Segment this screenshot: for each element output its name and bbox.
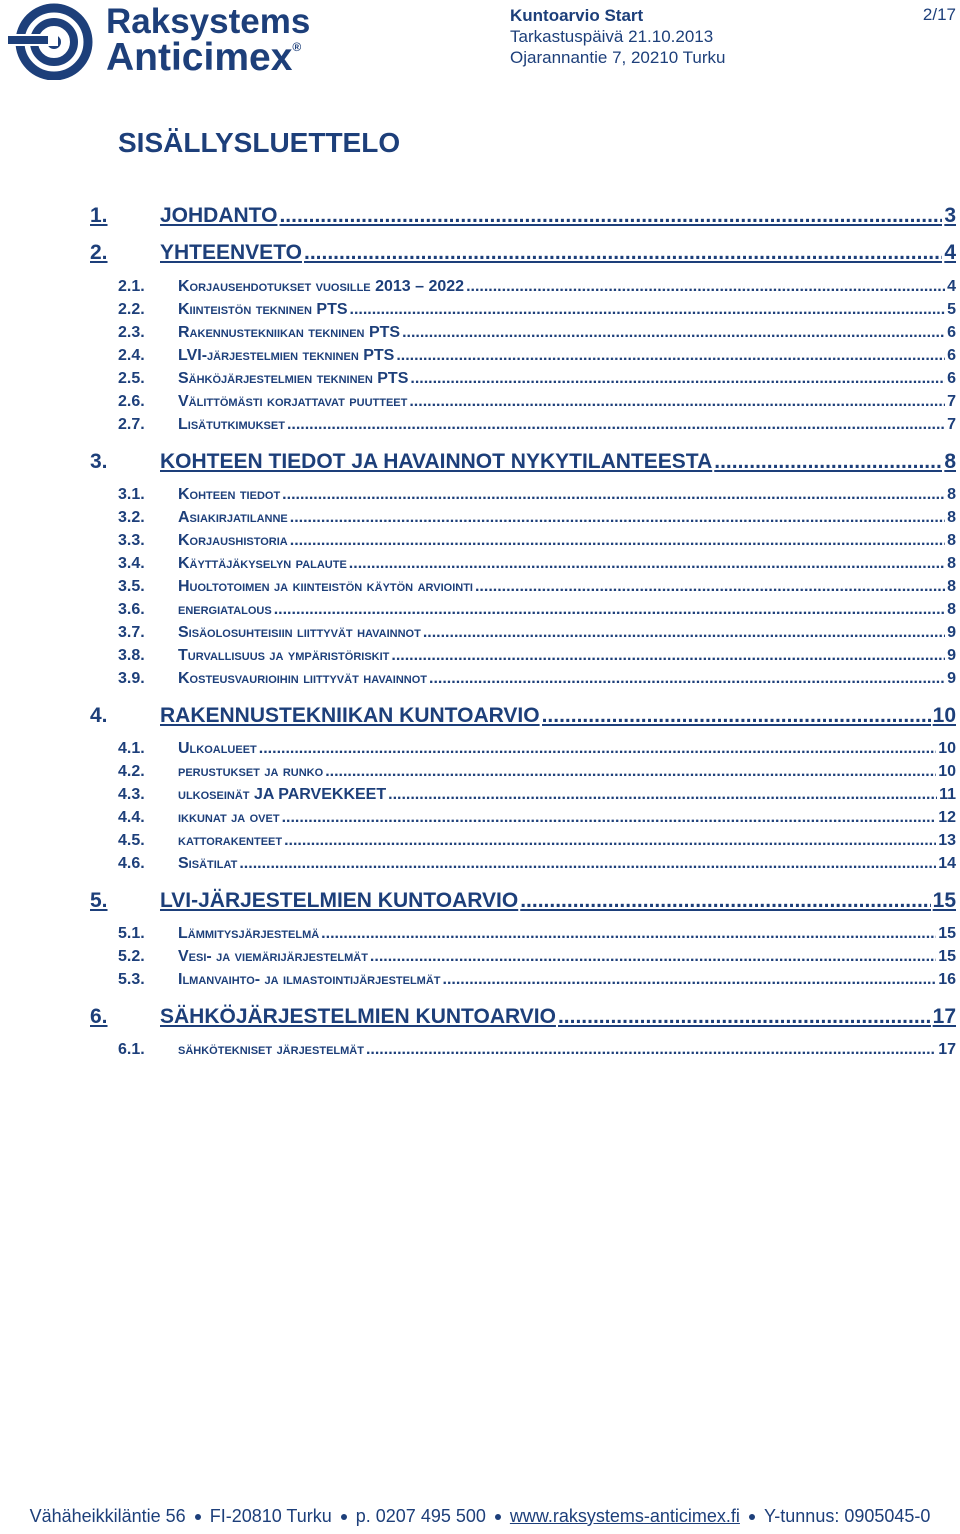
toc-dot-leader xyxy=(287,416,945,434)
toc-entry-page: 6 xyxy=(947,324,956,341)
toc-dot-leader xyxy=(349,555,945,573)
toc-chapter-entry[interactable] xyxy=(0,450,960,474)
toc-entry-page: 13 xyxy=(938,832,956,849)
toc-section-entry[interactable] xyxy=(0,670,960,694)
toc-dot-leader xyxy=(475,578,945,596)
toc-section-entry[interactable] xyxy=(0,278,960,302)
toc-section-entry[interactable] xyxy=(0,393,960,417)
toc-section-entry[interactable] xyxy=(0,855,960,879)
toc-entry-page: 9 xyxy=(947,647,956,664)
toc-entry-label: YHTEENVETO xyxy=(160,241,302,264)
toc-entry-label: Välittömästi korjattavat puutteet xyxy=(178,393,408,410)
toc-entry-page: 7 xyxy=(947,393,956,410)
toc-entry-label-wrap xyxy=(178,786,956,804)
toc-dot-leader xyxy=(558,1005,931,1029)
toc-entry-page: 8 xyxy=(947,486,956,503)
toc-entry-label: Sisätilat xyxy=(178,855,238,872)
toc-dot-leader xyxy=(239,855,936,873)
toc-entry-number: 3.1. xyxy=(118,486,145,503)
toc-section-entry[interactable] xyxy=(0,301,960,325)
toc-entry-number: 2.7. xyxy=(118,416,145,433)
logo-mark-icon xyxy=(6,2,102,80)
toc-entry-page: 10 xyxy=(932,704,956,727)
toc-dot-leader xyxy=(542,704,931,728)
toc-entry-page: 8 xyxy=(947,532,956,549)
toc-section-entry[interactable] xyxy=(0,347,960,371)
toc-entry-page: 4 xyxy=(947,278,956,295)
toc-entry-label: Lämmitysjärjestelmä xyxy=(178,925,320,942)
toc-entry-label-wrap xyxy=(178,971,956,989)
toc-dot-leader xyxy=(443,971,937,989)
toc-entry-page: 10 xyxy=(938,763,956,780)
toc-entry-number: 3.7. xyxy=(118,624,145,641)
toc-dot-leader xyxy=(350,301,946,319)
toc-entry-number: 1. xyxy=(90,204,108,227)
toc-entry-label-wrap xyxy=(178,624,956,642)
toc-entry-page: 17 xyxy=(938,1041,956,1058)
footer-website-link[interactable]: www.raksystems-anticimex.fi xyxy=(509,1506,740,1526)
toc-entry-number: 5.1. xyxy=(118,925,145,942)
property-address: Ojarannantie 7, 20210 Turku xyxy=(510,48,726,67)
toc-dot-leader xyxy=(423,624,945,642)
toc-entry-number: 6.1. xyxy=(118,1041,145,1058)
toc-entry-page: 5 xyxy=(947,301,956,318)
toc-entry-label: Korjaushistoria xyxy=(178,532,288,549)
page-footer xyxy=(0,1506,960,1527)
toc-entry-number: 5. xyxy=(90,889,108,912)
toc-section-entry[interactable] xyxy=(0,601,960,625)
footer-phone: p. 0207 495 500 xyxy=(355,1506,486,1526)
toc-dot-leader xyxy=(370,948,936,966)
toc-entry-label-wrap xyxy=(160,204,956,228)
toc-entry-number: 3.8. xyxy=(118,647,145,664)
toc-chapter-entry[interactable] xyxy=(0,241,960,265)
toc-entry-label-wrap xyxy=(178,509,956,527)
toc-section-entry[interactable] xyxy=(0,786,960,810)
toc-entry-number: 4.6. xyxy=(118,855,145,872)
toc-entry-number: 3.9. xyxy=(118,670,145,687)
toc-entry-label: Asiakirjatilanne xyxy=(178,509,288,526)
toc-section-entry[interactable] xyxy=(0,555,960,579)
toc-entry-page: 8 xyxy=(947,509,956,526)
toc-entry-page: 8 xyxy=(944,450,956,473)
toc-entry-number: 4.1. xyxy=(118,740,145,757)
toc-entry-page: 14 xyxy=(938,855,956,872)
toc-entry-label: Ulkoalueet xyxy=(178,740,257,757)
toc-dot-leader xyxy=(290,532,945,550)
toc-entry-label: Sähköjärjestelmien tekninen PTS xyxy=(178,370,409,387)
toc-entry-label-wrap xyxy=(160,889,956,913)
toc-entry-label-wrap xyxy=(160,704,956,728)
toc-entry-page: 12 xyxy=(938,809,956,826)
toc-entry-number: 2.4. xyxy=(118,347,145,364)
toc-entry-number: 2.5. xyxy=(118,370,145,387)
toc-dot-leader xyxy=(391,647,945,665)
toc-entry-label-wrap xyxy=(178,278,956,296)
toc-section-entry[interactable] xyxy=(0,532,960,556)
toc-entry-label: LVI-järjestelmien tekninen PTS xyxy=(178,347,395,364)
toc-entry-number: 5.2. xyxy=(118,948,145,965)
toc-entry-label-wrap xyxy=(178,832,956,850)
toc-entry-label-wrap xyxy=(178,555,956,573)
bullet-icon xyxy=(495,1514,501,1520)
toc-entry-label-wrap xyxy=(178,925,956,943)
toc-entry-number: 3. xyxy=(90,450,108,473)
toc-entry-page: 6 xyxy=(947,370,956,387)
toc-dot-leader xyxy=(274,601,945,619)
toc-entry-number: 2.2. xyxy=(118,301,145,318)
toc-dot-leader xyxy=(388,786,937,804)
toc-entry-number: 2.1. xyxy=(118,278,145,295)
toc-entry-number: 6. xyxy=(90,1005,108,1028)
toc-entry-label: sähkötekniset järjestelmät xyxy=(178,1041,364,1058)
toc-section-entry[interactable] xyxy=(0,486,960,510)
toc-section-entry[interactable] xyxy=(0,1041,960,1065)
toc-entry-label: JOHDANTO xyxy=(160,204,278,227)
toc-entry-number: 5.3. xyxy=(118,971,145,988)
toc-entry-label-wrap xyxy=(178,578,956,596)
toc-entry-label-wrap xyxy=(160,450,956,474)
toc-entry-page: 11 xyxy=(939,786,956,803)
toc-dot-leader xyxy=(304,241,942,265)
toc-entry-label-wrap xyxy=(178,855,956,873)
logo-text-anticimex: Anticimex® xyxy=(106,36,302,79)
toc-dot-leader xyxy=(366,1041,936,1059)
toc-entry-label-wrap xyxy=(178,948,956,966)
toc-entry-page: 15 xyxy=(938,925,956,942)
toc-entry-label: energiatalous xyxy=(178,601,272,618)
toc-dot-leader xyxy=(321,925,936,943)
toc-section-entry[interactable] xyxy=(0,948,960,972)
toc-entry-label: Korjausehdotukset vuosille 2013 – 2022 xyxy=(178,278,465,295)
toc-entry-label-wrap xyxy=(178,347,956,365)
toc-entry-label-wrap xyxy=(160,1005,956,1029)
logo-text-raksystems: Raksystems xyxy=(106,2,311,41)
toc-entry-number: 3.5. xyxy=(118,578,145,595)
toc-section-entry[interactable] xyxy=(0,647,960,671)
toc-dot-leader xyxy=(259,740,936,758)
toc-entry-label: Käyttäjäkyselyn palaute xyxy=(178,555,347,572)
footer-street: Vähäheikkiläntie 56 xyxy=(29,1506,186,1526)
toc-entry-label-wrap xyxy=(178,393,956,411)
toc-section-entry[interactable] xyxy=(0,740,960,764)
toc-entry-label: Kiinteistön tekninen PTS xyxy=(178,301,348,318)
toc-entry-label: RAKENNUSTEKNIIKAN KUNTOARVIO xyxy=(160,704,540,727)
toc-dot-leader xyxy=(520,889,930,913)
bullet-icon xyxy=(195,1514,201,1520)
toc-dot-leader xyxy=(429,670,945,688)
toc-entry-label: Huoltotoimen ja kiinteistön käytön arviointi xyxy=(178,578,473,595)
toc-entry-page: 17 xyxy=(932,1005,956,1028)
toc-entry-number: 4.4. xyxy=(118,809,145,826)
toc-entry-page: 3 xyxy=(944,204,956,227)
toc-section-entry[interactable] xyxy=(0,832,960,856)
toc-entry-label-wrap xyxy=(178,601,956,619)
toc-entry-number: 4.3. xyxy=(118,786,145,803)
toc-dot-leader xyxy=(284,832,936,850)
toc-entry-label: Vesi- ja viemärijärjestelmät xyxy=(178,948,368,965)
toc-entry-label-wrap xyxy=(178,416,956,434)
bullet-icon xyxy=(341,1514,347,1520)
toc-entry-label-wrap xyxy=(178,370,956,388)
toc-section-entry[interactable] xyxy=(0,370,960,394)
toc-entry-number: 4.2. xyxy=(118,763,145,780)
inspection-date: Tarkastuspäivä 21.10.2013 xyxy=(510,27,714,46)
report-title: Kuntoarvio Start xyxy=(510,6,644,25)
toc-entry-label-wrap xyxy=(178,763,956,781)
toc-dot-leader xyxy=(279,204,942,228)
toc-entry-label: LVI-JÄRJESTELMIEN KUNTOARVIO xyxy=(160,889,519,912)
toc-entry-label-wrap xyxy=(178,324,956,342)
toc-dot-leader xyxy=(282,486,945,504)
company-logo xyxy=(6,2,316,80)
toc-entry-label-wrap xyxy=(178,740,956,758)
toc-entry-label: SÄHKÖJÄRJESTELMIEN KUNTOARVIO xyxy=(160,1005,556,1028)
toc-entry-label: Turvallisuus ja ympäristöriskit xyxy=(178,647,390,664)
toc-entry-page: 4 xyxy=(944,241,956,264)
toc-entry-label: perustukset ja runko xyxy=(178,763,324,780)
toc-dot-leader xyxy=(409,393,945,411)
toc-section-entry[interactable] xyxy=(0,624,960,648)
toc-chapter-entry[interactable] xyxy=(0,704,960,728)
toc-entry-label-wrap xyxy=(178,486,956,504)
report-header xyxy=(510,5,725,68)
toc-entry-page: 9 xyxy=(947,624,956,641)
toc-entry-page: 8 xyxy=(947,601,956,618)
toc-entry-number: 3.2. xyxy=(118,509,145,526)
toc-entry-label: Rakennustekniikan tekninen PTS xyxy=(178,324,401,341)
toc-dot-leader xyxy=(282,809,937,827)
toc-entry-label-wrap xyxy=(178,1041,956,1059)
toc-section-entry[interactable] xyxy=(0,763,960,787)
toc-dot-leader xyxy=(714,450,942,474)
toc-entry-page: 6 xyxy=(947,347,956,364)
toc-entry-label: Ilmanvaihto- ja ilmastointijärjestelmät xyxy=(178,971,441,988)
toc-entry-label-wrap xyxy=(178,670,956,688)
toc-entry-number: 3.6. xyxy=(118,601,145,618)
toc-entry-label: Kohteen tiedot xyxy=(178,486,281,503)
toc-dot-leader xyxy=(396,347,945,365)
page-title: SISÄLLYSLUETTELO xyxy=(118,127,401,158)
toc-entry-label: Kosteusvaurioihin liittyvät havainnot xyxy=(178,670,428,687)
toc-entry-label: Sisäolosuhteisiin liittyvät havainnot xyxy=(178,624,421,641)
toc-entry-label-wrap xyxy=(178,532,956,550)
toc-entry-page: 16 xyxy=(938,971,956,988)
toc-entry-label-wrap xyxy=(160,241,956,265)
toc-chapter-entry[interactable] xyxy=(0,1005,960,1029)
toc-entry-page: 10 xyxy=(938,740,956,757)
toc-dot-leader xyxy=(402,324,945,342)
toc-entry-page: 9 xyxy=(947,670,956,687)
toc-section-entry[interactable] xyxy=(0,416,960,440)
toc-section-entry[interactable] xyxy=(0,509,960,533)
toc-dot-leader xyxy=(466,278,945,296)
toc-section-entry[interactable] xyxy=(0,971,960,995)
toc-section-entry[interactable] xyxy=(0,324,960,348)
toc-entry-number: 2.6. xyxy=(118,393,145,410)
toc-dot-leader xyxy=(290,509,945,527)
toc-entry-page: 7 xyxy=(947,416,956,433)
toc-entry-label-wrap xyxy=(178,809,956,827)
toc-entry-number: 2.3. xyxy=(118,324,145,341)
toc-section-entry[interactable] xyxy=(0,925,960,949)
toc-entry-number: 3.3. xyxy=(118,532,145,549)
toc-entry-label: kattorakenteet xyxy=(178,832,283,849)
toc-entry-label: Lisätutkimukset xyxy=(178,416,285,433)
toc-section-entry[interactable] xyxy=(0,578,960,602)
toc-entry-label: ikkunat ja ovet xyxy=(178,809,280,826)
toc-dot-leader xyxy=(325,763,936,781)
toc-entry-label: KOHTEEN TIEDOT JA HAVAINNOT NYKYTILANTEESTA xyxy=(160,450,713,473)
toc-entry-number: 4. xyxy=(90,704,108,727)
toc-entry-number: 2. xyxy=(90,241,108,264)
toc-entry-page: 15 xyxy=(938,948,956,965)
toc-entry-page: 15 xyxy=(932,889,956,912)
toc-entry-label: ulkoseinät JA PARVEKKEET xyxy=(178,786,387,803)
toc-chapter-entry[interactable] xyxy=(0,889,960,913)
toc-entry-page: 8 xyxy=(947,578,956,595)
toc-entry-number: 3.4. xyxy=(118,555,145,572)
toc-section-entry[interactable] xyxy=(0,809,960,833)
toc-dot-leader xyxy=(410,370,945,388)
footer-postal: FI-20810 Turku xyxy=(209,1506,332,1526)
toc-entry-page: 8 xyxy=(947,555,956,572)
bullet-icon xyxy=(749,1514,755,1520)
footer-business-id: Y-tunnus: 0905045-0 xyxy=(763,1506,931,1526)
toc-entry-number: 4.5. xyxy=(118,832,145,849)
toc-chapter-entry[interactable] xyxy=(0,204,960,228)
toc-entry-label-wrap xyxy=(178,301,956,319)
page-number: 2/17 xyxy=(922,5,956,24)
toc-entry-label-wrap xyxy=(178,647,956,665)
